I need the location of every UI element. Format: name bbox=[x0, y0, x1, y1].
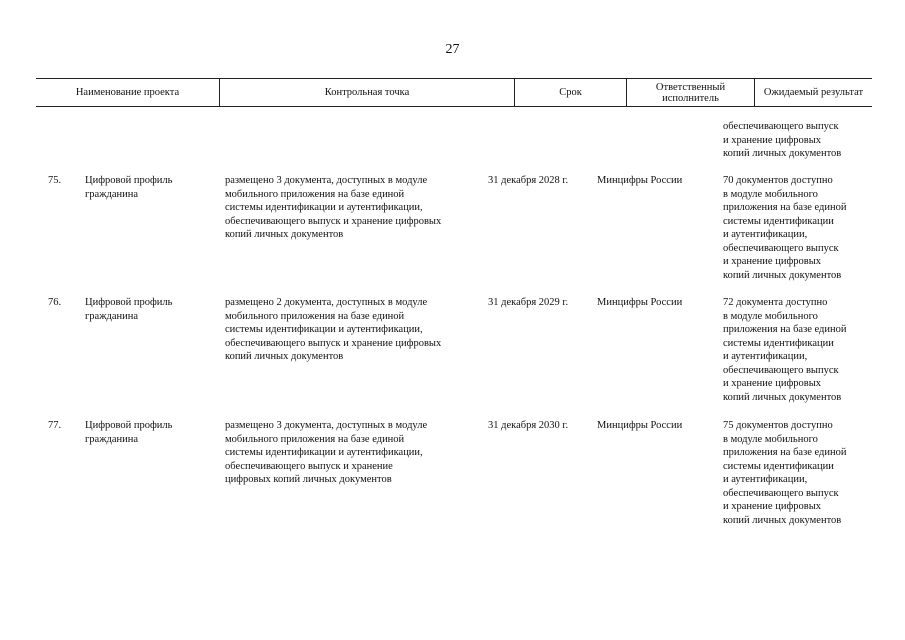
result-line: в модуле мобильного bbox=[723, 188, 818, 200]
control-point-line: размещено 3 документа, доступных в модуле bbox=[225, 420, 428, 431]
result-line: 75 документов доступно bbox=[723, 420, 833, 431]
responsible-cell: Минцифры России bbox=[597, 297, 683, 308]
control-point-line: мобильного приложения на базе единой bbox=[225, 433, 405, 445]
result-line: и хранение цифровых bbox=[723, 501, 822, 512]
expected-result-cell bbox=[723, 174, 847, 282]
control-point-line: обеспечивающего выпуск и хранение bbox=[225, 460, 393, 472]
control-point-line: размещено 3 документа, доступных в модуле bbox=[225, 175, 428, 186]
result-line: в модуле мобильного bbox=[723, 433, 818, 445]
result-line: в модуле мобильного bbox=[723, 310, 818, 322]
result-line: копий личных документов bbox=[723, 148, 842, 159]
result-line: и хранение цифровых bbox=[723, 378, 822, 389]
result-line: и аутентификации, bbox=[723, 474, 808, 485]
header-responsible bbox=[626, 79, 754, 106]
control-point-line: размещено 2 документа, доступных в модуле bbox=[225, 297, 428, 308]
control-point-line: копий личных документов bbox=[225, 229, 344, 240]
result-line: приложения на базе единой bbox=[723, 324, 847, 335]
result-line: и хранение цифровых bbox=[723, 256, 822, 267]
header-responsible-line: исполнитель bbox=[662, 92, 719, 104]
expected-result-cell bbox=[723, 419, 847, 527]
header-responsible-line: Ответственный bbox=[655, 81, 726, 93]
result-line: копий личных документов bbox=[723, 514, 842, 526]
result-line: и аутентификации, bbox=[723, 229, 808, 240]
control-point-line: мобильного приложения на базе единой bbox=[225, 188, 405, 200]
header-control-point: Контрольная точка bbox=[219, 79, 514, 106]
row-number: 75. bbox=[48, 175, 62, 186]
result-line: копий личных документов bbox=[723, 391, 842, 403]
control-point-line: обеспечивающего выпуск и хранение цифровых bbox=[225, 215, 442, 227]
responsible-cell: Минцифры России bbox=[597, 420, 683, 431]
continued-result-cell bbox=[723, 120, 841, 161]
result-line: системы идентификации bbox=[723, 215, 834, 227]
table-header bbox=[36, 78, 872, 107]
project-name-line: гражданина bbox=[85, 310, 138, 322]
control-point-line: системы идентификации и аутентификации, bbox=[225, 202, 423, 213]
project-name-line: гражданина bbox=[85, 188, 138, 200]
term-cell: 31 декабря 2029 г. bbox=[488, 297, 569, 308]
row-number: 77. bbox=[48, 420, 62, 431]
project-name-cell bbox=[85, 296, 172, 323]
project-name-cell bbox=[85, 174, 172, 201]
header-expected-result: Ожидаемый результат bbox=[754, 79, 872, 106]
result-line: приложения на базе единой bbox=[723, 202, 847, 213]
result-line: системы идентификации bbox=[723, 460, 834, 472]
expected-result-cell bbox=[723, 296, 847, 404]
control-point-line: обеспечивающего выпуск и хранение цифровых bbox=[225, 337, 442, 349]
term-cell: 31 декабря 2030 г. bbox=[488, 420, 569, 431]
result-line: обеспечивающего выпуск bbox=[723, 242, 839, 254]
project-name-line: гражданина bbox=[85, 433, 138, 445]
result-line: обеспечивающего выпуск bbox=[723, 364, 839, 376]
result-line: обеспечивающего выпуск bbox=[723, 487, 839, 499]
control-point-cell bbox=[225, 296, 441, 364]
control-point-cell bbox=[225, 174, 441, 242]
result-line: 70 документов доступно bbox=[723, 175, 833, 186]
row-number: 76. bbox=[48, 297, 62, 308]
responsible-cell: Минцифры России bbox=[597, 175, 683, 186]
control-point-line: мобильного приложения на базе единой bbox=[225, 310, 405, 322]
result-line: 72 документа доступно bbox=[723, 297, 828, 308]
project-name-line: Цифровой профиль bbox=[85, 175, 173, 186]
control-point-line: цифровых копий личных документов bbox=[225, 474, 392, 485]
term-cell: 31 декабря 2028 г. bbox=[488, 175, 569, 186]
result-line: системы идентификации bbox=[723, 337, 834, 349]
control-point-line: системы идентификации и аутентификации, bbox=[225, 324, 423, 335]
result-line: приложения на базе единой bbox=[723, 447, 847, 458]
result-line: обеспечивающего выпуск bbox=[723, 121, 839, 132]
result-line: и аутентификации, bbox=[723, 351, 808, 362]
project-name-cell bbox=[85, 419, 172, 446]
header-term: Срок bbox=[514, 79, 626, 106]
control-point-cell bbox=[225, 419, 427, 487]
project-name-line: Цифровой профиль bbox=[85, 420, 173, 431]
result-line: и хранение цифровых bbox=[723, 134, 822, 146]
project-name-line: Цифровой профиль bbox=[85, 297, 173, 308]
page-number: 27 bbox=[445, 42, 460, 57]
result-line: копий личных документов bbox=[723, 269, 842, 281]
control-point-line: копий личных документов bbox=[225, 351, 344, 362]
header-project-name: Наименование проекта bbox=[75, 87, 180, 98]
control-point-line: системы идентификации и аутентификации, bbox=[225, 447, 423, 458]
